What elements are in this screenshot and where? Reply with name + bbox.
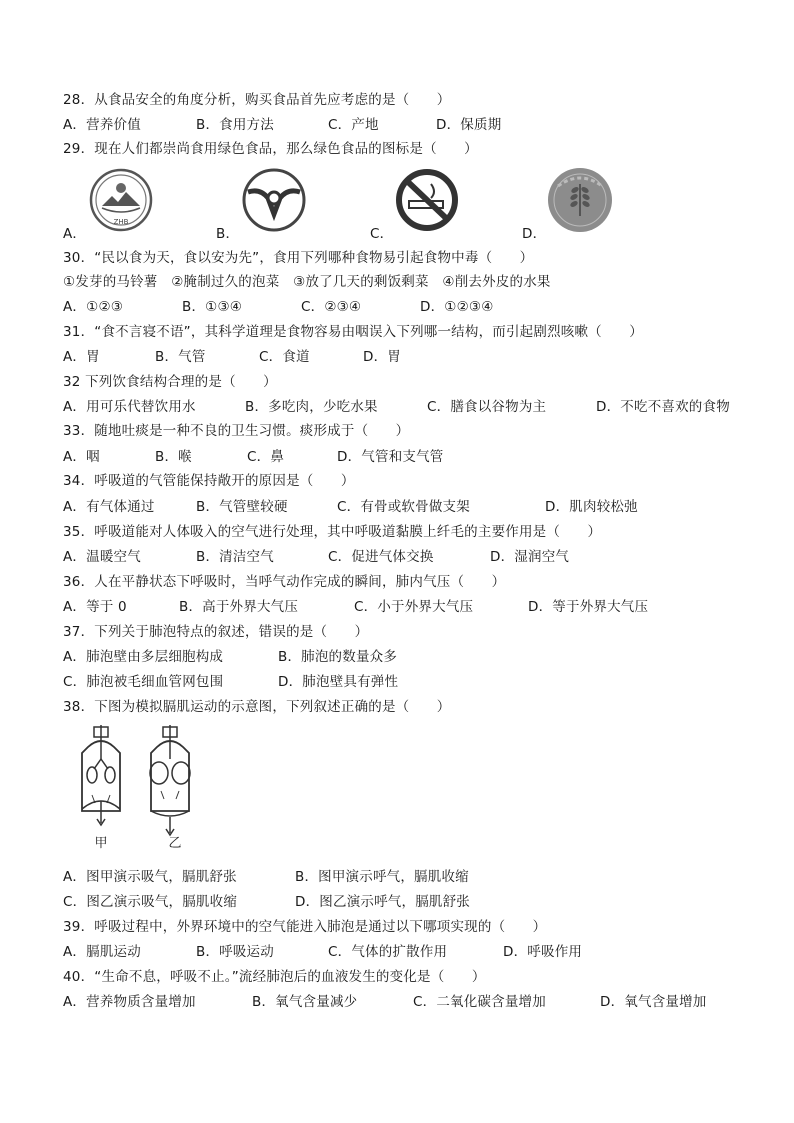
q34-stem: 34．呼吸道的气管能保持敞开的原因是（ ）	[63, 473, 355, 489]
q31-option-a: A．胃	[63, 349, 100, 365]
jar-yi	[150, 725, 190, 835]
q33-option-b: B．喉	[155, 449, 192, 465]
q30-option-a: A．①②③	[63, 299, 124, 315]
q38-option-c: C．图乙演示吸气，膈肌收缩	[63, 894, 238, 910]
q34-option-a: A．有气体通过	[63, 499, 155, 515]
q39-option-d: D．呼吸作用	[503, 944, 583, 960]
traffic-logo-icon	[240, 168, 308, 232]
q29-label-c: C．	[370, 226, 394, 242]
q29-stem: 29．现在人们都崇尚食用绿色食品，那么绿色食品的图标是（ ）	[63, 141, 478, 157]
q34-option-d: D．肌肉较松弛	[545, 499, 638, 515]
green-food-seal-icon	[544, 166, 616, 234]
q32-option-d: D．不吃不喜欢的食物	[596, 399, 730, 415]
q38-stem: 38．下图为模拟膈肌运动的示意图，下列叙述正确的是（ ）	[63, 699, 451, 715]
q35-option-d: D．湿润空气	[490, 549, 570, 565]
q36-option-d: D．等于外界大气压	[528, 599, 649, 615]
q29-label-b: B．	[216, 226, 240, 242]
q30-option-b: B．①③④	[182, 299, 243, 315]
figure-label-yi: 乙	[168, 836, 182, 851]
jar-jia	[82, 725, 120, 825]
q28-stem: 28．从食品安全的角度分析，购买食品首先应考虑的是（ ）	[63, 92, 451, 108]
q32-option-b: B．多吃肉，少吃水果	[245, 399, 378, 415]
q35-option-b: B．清洁空气	[196, 549, 274, 565]
no-smoking-icon	[393, 168, 461, 232]
q28-option-b: B．食用方法	[196, 117, 274, 133]
q40-option-a: A．营养物质含量增加	[63, 994, 196, 1010]
q37-option-c: C．肺泡被毛细血管网包围	[63, 674, 224, 690]
q37-option-b: B．肺泡的数量众多	[278, 649, 398, 665]
q35-option-c: C．促进气体交换	[328, 549, 434, 565]
q33-option-a: A．咽	[63, 449, 100, 465]
q29-label-d: D．	[522, 226, 547, 242]
q30-stem: 30．“民以食为天，食以安为先”，食用下列哪种食物易引起食物中毒（ ）	[63, 250, 534, 266]
q40-option-b: B．氧气含量减少	[252, 994, 358, 1010]
q32-stem: 32 下列饮食结构合理的是（ ）	[63, 374, 277, 390]
figure-label-jia: 甲	[94, 836, 108, 851]
q37-option-a: A．肺泡壁由多层细胞构成	[63, 649, 224, 665]
q38-option-d: D．图乙演示呼气，膈肌舒张	[295, 894, 470, 910]
q37-stem: 37．下列关于肺泡特点的叙述，错误的是（ ）	[63, 624, 369, 640]
q33-stem: 33．随地吐痰是一种不良的卫生习惯。痰形成于（ ）	[63, 423, 410, 439]
q36-option-c: C．小于外界大气压	[354, 599, 474, 615]
q32-option-a: A．用可乐代替饮用水	[63, 399, 196, 415]
q34-option-b: B．气管壁较硬	[196, 499, 288, 515]
q39-option-a: A．膈肌运动	[63, 944, 141, 960]
q28-option-c: C．产地	[328, 117, 379, 133]
q40-stem: 40．“生命不息，呼吸不止。”流经肺泡后的血液发生的变化是（ ）	[63, 969, 486, 985]
q39-stem: 39．呼吸过程中，外界环境中的空气能进入肺泡是通过以下哪项实现的（ ）	[63, 919, 547, 935]
q35-option-a: A．温暖空气	[63, 549, 141, 565]
q38-option-b: B．图甲演示呼气，膈肌收缩	[295, 869, 469, 885]
q36-option-b: B．高于外界大气压	[179, 599, 299, 615]
q33-option-d: D．气管和支气管	[337, 449, 444, 465]
q30-option-d: D．①②③④	[420, 299, 494, 315]
q36-stem: 36．人在平静状态下呼吸时，当呼气动作完成的瞬间，肺内气压（ ）	[63, 574, 506, 590]
q31-option-d: D．胃	[363, 349, 401, 365]
q34-option-c: C．有骨或软骨做支架	[337, 499, 470, 515]
q39-option-b: B．呼吸运动	[196, 944, 274, 960]
q30-items: ①发芽的马铃薯 ②腌制过久的泡菜 ③放了几天的剩饭剩菜 ④削去外皮的水果	[63, 274, 551, 290]
q31-option-c: C．食道	[259, 349, 310, 365]
q40-option-c: C．二氧化碳含量增加	[413, 994, 546, 1010]
q28-option-a: A．营养价值	[63, 117, 141, 133]
q33-option-c: C．鼻	[247, 449, 285, 465]
logo-zhb-text: ZHB	[113, 218, 129, 226]
q37-option-d: D．肺泡壁具有弹性	[278, 674, 399, 690]
q29-label-a: A．	[63, 226, 87, 242]
environmental-logo-icon	[84, 168, 158, 232]
q31-stem: 31．“食不言寝不语”，其科学道理是食物容易由咽误入下列哪一结构，而引起剧烈咳嗽（ ）	[63, 324, 643, 340]
q40-option-d: D．氧气含量增加	[600, 994, 707, 1010]
q30-option-c: C．②③④	[301, 299, 362, 315]
q31-option-b: B．气管	[155, 349, 206, 365]
q39-option-c: C．气体的扩散作用	[328, 944, 448, 960]
q28-option-d: D．保质期	[436, 117, 502, 133]
q35-stem: 35．呼吸道能对人体吸入的空气进行处理，其中呼吸道黏膜上纤毛的主要作用是（ ）	[63, 524, 602, 540]
diaphragm-model-figure	[62, 725, 210, 853]
q36-option-a: A．等于 0	[63, 599, 127, 615]
q38-option-a: A．图甲演示吸气，膈肌舒张	[63, 869, 237, 885]
q32-option-c: C．膳食以谷物为主	[427, 399, 547, 415]
